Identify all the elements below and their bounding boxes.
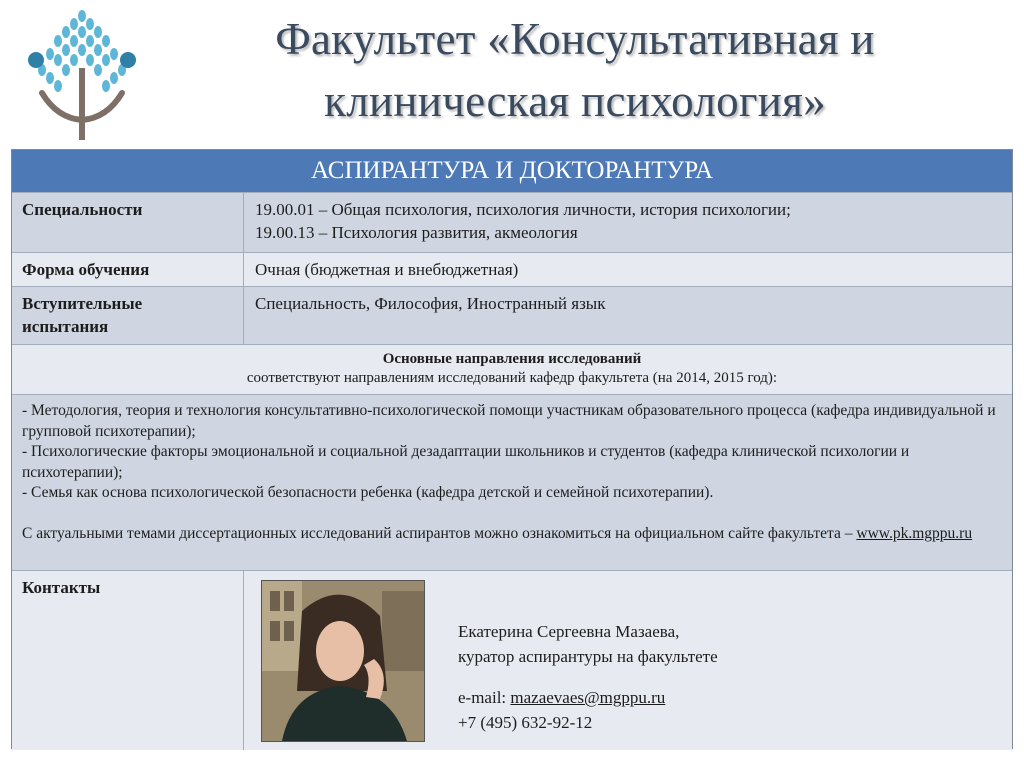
specialty-line: 19.00.13 – Психология развития, акмеология xyxy=(255,223,578,242)
section-header: АСПИРАНТУРА И ДОКТОРАНТУРА xyxy=(12,150,1012,192)
label-line: испытания xyxy=(22,317,109,336)
site-note xyxy=(22,524,1002,545)
research-subheading: соответствуют направлениям исследований кафедр факультета (на 2014, 2015 год): xyxy=(246,370,778,386)
phone-number: +7 (495) 632-92-12 xyxy=(458,713,593,732)
research-list xyxy=(12,394,1012,570)
row-entrance-exams xyxy=(12,286,1012,345)
row-label xyxy=(12,287,244,345)
curator-photo xyxy=(261,580,425,742)
faculty-site-link[interactable]: www.pk.mgppu.ru xyxy=(856,524,973,542)
row-contacts xyxy=(12,570,1012,750)
row-value xyxy=(245,193,1012,253)
curator-name: Екатерина Сергеевна Мазаева, xyxy=(458,622,680,641)
site-note-text: С актуальными темами диссертационных исследований аспирантов можно ознакомиться на официальном сайте факультета – xyxy=(22,524,857,542)
row-specialties xyxy=(12,192,1012,253)
curator-info xyxy=(458,619,718,735)
list-item: - Методология, теория и технология консультативно-психологической помощи участникам образовательного процесса (кафедра индивидуальной и групповой психотерапии); xyxy=(22,402,996,440)
faculty-logo-tree xyxy=(22,8,142,140)
row-label: Контакты xyxy=(12,571,244,750)
info-table xyxy=(11,149,1013,749)
row-label: Форма обучения xyxy=(12,253,244,287)
research-heading: Основные направления исследований xyxy=(382,351,642,367)
title-line-1: Факультет «Консультативная и xyxy=(275,14,875,64)
email-line xyxy=(458,685,718,710)
research-directions-header xyxy=(12,344,1012,394)
list-item: - Семья как основа психологической безопасности ребенка (кафедра детской и семейной психотерапии). xyxy=(22,484,714,501)
specialty-line: 19.00.01 – Общая психология, психология личности, история психологии; xyxy=(255,200,791,219)
row-value: Очная (бюджетная и внебюджетная) xyxy=(255,260,519,279)
curator-role: куратор аспирантуры на факультете xyxy=(458,647,718,666)
list-item: - Психологические факторы эмоциональной и социальной дезадаптации школьников и студентов (кафедра клинической психологии и психотерапии); xyxy=(22,443,910,481)
email-label: e-mail: xyxy=(458,688,511,707)
row-value: Специальность, Философия, Иностранный язык xyxy=(255,294,606,313)
row-label: Специальности xyxy=(12,193,244,253)
title-line-2: клиническая психология» xyxy=(324,76,826,126)
email-link[interactable]: mazaevaes@mgppu.ru xyxy=(510,688,666,707)
page-title xyxy=(150,8,1000,132)
label-line: Вступительные xyxy=(22,294,143,313)
row-study-form xyxy=(12,252,1012,287)
